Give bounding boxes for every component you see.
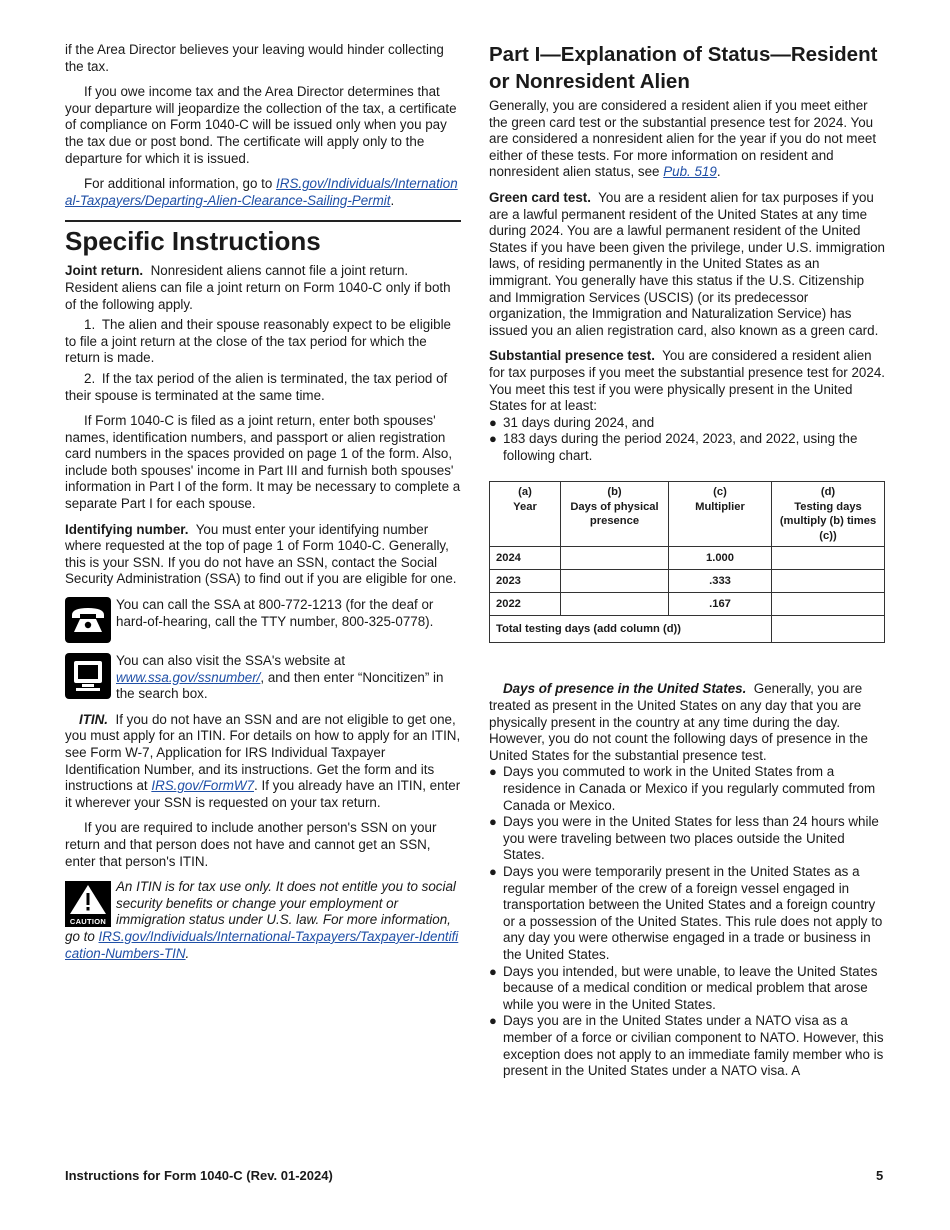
run-in-heading: Identifying number. bbox=[65, 521, 189, 537]
list-item: 1. The alien and their spouse reasonably expect to be eligible to file a joint return at the close of the tax period for which the return is made. bbox=[65, 317, 451, 366]
list-item-text: Days you are in the United States under a NATO visa as a member of a force or civilian component to NATO. However, this exception does not apply to an immediate family member who is present in the United States under a NATO visa. A bbox=[503, 1013, 884, 1079]
table-total-row bbox=[490, 616, 885, 643]
punctuation: . bbox=[185, 945, 190, 961]
paragraph: If you are required to include another person's SSN on your return and that person does not have and cannot get an SSN, enter that person's ITIN. bbox=[65, 820, 437, 869]
bullet-icon: ● bbox=[489, 764, 497, 780]
run-in-heading: Days of presence in the United States. bbox=[503, 681, 747, 697]
list-item bbox=[489, 814, 885, 864]
testing-days-cell[interactable] bbox=[772, 570, 885, 593]
computer-icon bbox=[65, 653, 111, 699]
multiplier-cell: .167 bbox=[669, 593, 772, 616]
paragraph: If you owe income tax and the Area Director determines that your departure will jeopardize the collection of the tax, a certificate of compliance on Form 1040-C will be issued only when you pay the tax due or post bond. The certificate will apply only to the departure for which it is issued. bbox=[65, 84, 457, 166]
ssa-website-link[interactable]: www.ssa.gov/ssnumber/ bbox=[116, 669, 261, 685]
pub-519-link[interactable]: Pub. 519 bbox=[663, 164, 717, 180]
left-column bbox=[65, 42, 461, 962]
paragraph-text: For additional information, go to bbox=[84, 176, 277, 192]
tip-text-part: You can also visit the SSA's website at bbox=[116, 653, 346, 669]
paragraph-text: Nonresident aliens cannot file a joint return. Resident aliens can file a joint return on Form 1040-C only if both of the following apply. bbox=[65, 263, 451, 312]
paragraph bbox=[65, 263, 461, 313]
itin-info-link[interactable]: IRS.gov/Individuals/International-Taxpayers/Taxpayer-Identification-Numbers-TIN bbox=[65, 928, 459, 961]
list-item: 2. If the tax period of the alien is terminated, the tax period of their spouse is terminated at the same time. bbox=[65, 370, 448, 403]
paragraph-text: Generally, you are treated as present in the United States on any day that you are physically present in the country at any time during the day. However, you do not count the following days of presence in the United States for the substantial presence test. bbox=[489, 681, 868, 763]
year-cell: 2024 bbox=[490, 547, 561, 570]
list-item-text: 183 days during the period 2024, 2023, and 2022, using the following chart. bbox=[503, 431, 858, 463]
paragraph: if the Area Director believes your leaving would hinder collecting the tax. bbox=[65, 42, 444, 74]
table-header-row bbox=[490, 482, 885, 547]
paragraph bbox=[65, 522, 461, 588]
paragraph bbox=[489, 348, 885, 414]
punctuation: . bbox=[390, 192, 395, 208]
part-heading: Part I—Explanation of Status—Resident or Nonresident Alien bbox=[489, 43, 878, 93]
bullet-icon: ● bbox=[489, 864, 497, 879]
header-label: Days of physical presence bbox=[570, 500, 659, 528]
list-item bbox=[489, 431, 885, 464]
year-cell: 2022 bbox=[490, 593, 561, 616]
paragraph bbox=[65, 712, 461, 812]
list-item-text: Days you were in the United States for less than 24 hours while you were traveling between two places outside the United States. bbox=[503, 814, 879, 863]
paragraph: If Form 1040-C is filed as a joint return, enter both spouses' names, identification numbers, and passport or alien registration card numbers in the spaces provided on page 1 of the form. Also, include both spouses' income in Part III and furnish both spouses' information in Part I of the form. It may be necessary to complete a separate Part I for each spouse. bbox=[65, 413, 461, 512]
run-in-heading: Joint return. bbox=[65, 263, 144, 279]
caution-icon bbox=[65, 881, 111, 927]
header-label: Testing days (multiply (b) times (c)) bbox=[779, 500, 877, 542]
caution-text-part: An ITIN is for tax use only. It does not entitle you to social security benefits or change your employment or immigration status under U.S. law. For more information, go to bbox=[65, 879, 456, 944]
year-cell: 2023 bbox=[490, 570, 561, 593]
right-column bbox=[489, 42, 885, 1080]
caution-text bbox=[65, 879, 461, 962]
paragraph-text: Generally, you are considered a resident alien if you meet either the green card test or the substantial presence test for 2024. You are considered a nonresident alien for the year if you do not meet either of these tests. For more information on resident and nonresident alien status, see bbox=[489, 98, 877, 180]
paragraph-text: You are a resident alien for tax purposes if you are a lawful permanent resident of the United States at any time during 2024. You are a lawful permanent resident of the United States if you have been given the privilege, under U.S. immigration laws, of residing permanently in the United States as an immigrant. You generally have this status if the U.S. Citizenship and Immigration Services (USCIS) (or its predecessor organization, the Immigration and Naturalization Service) has issued you an alien registration card, also known as a green card. bbox=[489, 189, 885, 338]
bullet-icon: ● bbox=[489, 814, 497, 830]
web-tip bbox=[65, 653, 461, 703]
bullet-icon: ● bbox=[489, 414, 497, 430]
bullet-icon: ● bbox=[489, 1013, 497, 1029]
paragraph bbox=[489, 681, 885, 764]
paragraph-text: If you do not have an SSN and are not eligible to get one, you must apply for an ITIN. For details on how to apply for an ITIN, see Form W-7, Application for IRS Individual Taxpayer Identification Number, and its instructions. Get the form and its instructions at bbox=[65, 711, 461, 794]
list-item bbox=[489, 864, 885, 964]
paragraph-text: . If you already have an ITIN, enter it wherever your SSN is requested on your tax return. bbox=[65, 778, 461, 810]
form-w7-link[interactable]: IRS.gov/FormW7 bbox=[151, 778, 255, 794]
testing-days-cell[interactable] bbox=[772, 593, 885, 616]
header-letter: (a) bbox=[518, 486, 532, 499]
multiplier-cell: 1.000 bbox=[669, 547, 772, 570]
header-label: Year bbox=[513, 500, 537, 513]
table-header bbox=[490, 482, 561, 547]
phone-tip bbox=[65, 597, 461, 643]
run-in-heading: Substantial presence test. bbox=[489, 348, 655, 364]
telephone-icon bbox=[65, 597, 111, 643]
paragraph-text: You are considered a resident alien for tax purposes if you meet the substantial presence test for 2024. You meet this test if you were physically present in the United States for at least: bbox=[489, 348, 885, 414]
table-row bbox=[490, 547, 885, 570]
header-label: Multiplier bbox=[695, 500, 745, 513]
list-item-text: Days you commuted to work in the United States from a residence in Canada or Mexico if you regularly commuted from Canada or Mexico. bbox=[503, 764, 876, 813]
section-heading: Specific Instructions bbox=[65, 226, 321, 257]
total-testing-days-cell[interactable] bbox=[772, 616, 885, 643]
tip-text: You can call the SSA at 800-772-1213 (for the deaf or hard-of-hearing, call the TTY number, 800-325-0778). bbox=[116, 597, 434, 629]
list-item bbox=[489, 764, 885, 814]
list-item-text: 31 days during 2024, and bbox=[503, 414, 655, 430]
footer-title: Instructions for Form 1040-C (Rev. 01-2024) bbox=[65, 1168, 333, 1183]
paragraph bbox=[65, 176, 461, 209]
days-input-cell[interactable] bbox=[561, 593, 669, 616]
run-in-heading: ITIN. bbox=[79, 711, 109, 727]
paragraph bbox=[489, 190, 885, 339]
testing-days-cell[interactable] bbox=[772, 547, 885, 570]
punctuation: . bbox=[716, 164, 721, 180]
days-input-cell[interactable] bbox=[561, 570, 669, 593]
table-header bbox=[772, 482, 885, 547]
table-row bbox=[490, 593, 885, 616]
list-item-text: Days you were temporarily present in the United States as a regular member of the crew of a foreign vessel engaged in transportation between the United States and a foreign country or a possession of the United States. This rule does not apply to any day you were otherwise engaged in a trade or business in the United States. bbox=[503, 864, 883, 962]
list-item bbox=[489, 964, 885, 1014]
list-item-text: Days you intended, but were unable, to leave the United States because of a medical condition or medical problem that arose while you were in the United States. bbox=[503, 963, 878, 1012]
bullet-icon: ● bbox=[489, 963, 497, 979]
days-input-cell[interactable] bbox=[561, 547, 669, 570]
table-header bbox=[561, 482, 669, 547]
run-in-heading: Green card test. bbox=[489, 189, 591, 205]
table-header bbox=[669, 482, 772, 547]
table-row bbox=[490, 570, 885, 593]
list-item bbox=[489, 1013, 885, 1079]
paragraph bbox=[489, 98, 885, 181]
total-label-cell: Total testing days (add column (d)) bbox=[490, 616, 772, 643]
multiplier-cell: .333 bbox=[669, 570, 772, 593]
paragraph-text: You must enter your identifying number where requested at the top of page 1 of Form 1040-C. Generally, this is your SSN. If you do not have an SSN, contact the Social Security Administration (SSA) to find out if you are eligible for one. bbox=[65, 521, 457, 587]
caution-icon-label: CAUTION bbox=[69, 917, 107, 927]
header-letter: (d) bbox=[820, 486, 836, 499]
section-divider bbox=[65, 220, 461, 222]
tip-text-part: , and then enter “Noncitizen” in the search box. bbox=[116, 669, 444, 702]
header-letter: (c) bbox=[713, 486, 727, 499]
substantial-presence-table bbox=[489, 481, 885, 643]
tip-text bbox=[116, 653, 461, 703]
bullet-icon: ● bbox=[489, 431, 497, 447]
caution-note bbox=[65, 879, 461, 962]
header-letter: (b) bbox=[607, 486, 622, 499]
departing-alien-link[interactable]: IRS.gov/Individuals/International-Taxpayers/Departing-Alien-Clearance-Sailing-Permit bbox=[65, 176, 458, 208]
list-item bbox=[489, 415, 885, 432]
page-number: 5 bbox=[876, 1168, 884, 1183]
